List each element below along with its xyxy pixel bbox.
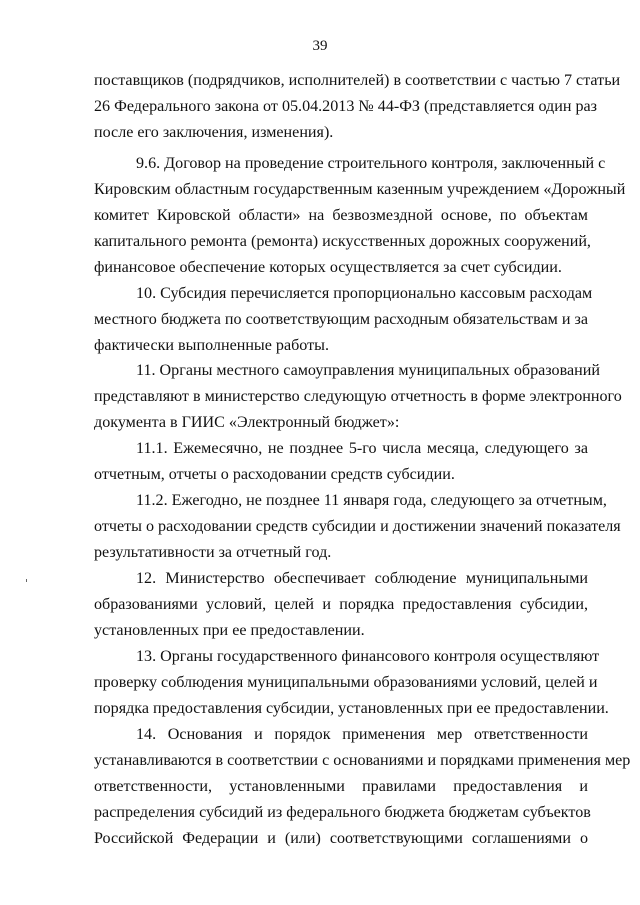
paragraph-p-11	[94, 358, 622, 436]
text-line: ответственности, установленными правилами предоставления и	[94, 778, 588, 795]
text-line: 11. Органы местного самоуправления муниципальных образований	[136, 362, 600, 379]
text-line: финансовое обеспечение которых осуществляется за счет субсидии.	[94, 259, 562, 276]
text-line: Кировским областным государственным казенным учреждением «Дорожный	[94, 181, 626, 198]
page-number: 39	[312, 38, 328, 54]
text-line: фактически выполненные работы.	[94, 337, 329, 354]
text-line: поставщиков (подрядчиков, исполнителей) в соответствии с частью 7 статьи	[94, 72, 621, 89]
text-line: капитального ремонта (ремонта) искусственных дорожных сооружений,	[94, 233, 591, 250]
paragraph-p-10	[94, 281, 593, 359]
text-line: установленных при ее предоставлении.	[94, 622, 365, 639]
paragraph-p-11-2	[94, 488, 621, 566]
paragraph-p-cont	[94, 68, 621, 146]
margin-mark	[26, 579, 27, 582]
paragraph-p-12	[94, 566, 588, 644]
text-line: после его заключения, изменения).	[94, 124, 334, 141]
paragraph-p-9-6	[94, 151, 626, 281]
text-line: местного бюджета по соответствующим расходным обязательствам и за	[94, 311, 588, 328]
text-line: комитет Кировской области» на безвозмездной основе, по объектам	[94, 207, 588, 224]
text-line: 9.6. Договор на проведение строительного контроля, заключенный с	[136, 155, 606, 172]
text-line: результативности за отчетный год.	[94, 544, 332, 561]
paragraph-p-14	[94, 722, 631, 852]
text-line: документа в ГИИС «Электронный бюджет»:	[94, 414, 400, 431]
text-line: отчеты о расходовании средств субсидии и достижении значений показателя	[94, 518, 621, 535]
text-line: отчетным, отчеты о расходовании средств субсидии.	[94, 466, 455, 483]
text-line: 13. Органы государственного финансового контроля осуществляют	[136, 648, 600, 665]
text-line: 12. Министерство обеспечивает соблюдение муниципальными	[136, 570, 588, 587]
text-line: 11.1. Ежемесячно, не позднее 5-го числа месяца, следующего за	[136, 440, 588, 457]
text-line: представляют в министерство следующую отчетность в форме электронного	[94, 388, 622, 405]
text-line: 26 Федерального закона от 05.04.2013 № 44-ФЗ (представляется один раз	[94, 98, 598, 115]
text-line: 10. Субсидия перечисляется пропорционально кассовым расходам	[136, 285, 593, 302]
paragraph-p-13	[94, 644, 609, 722]
paragraph-p-11-1	[94, 436, 588, 488]
text-line: образованиями условий, целей и порядка предоставления субсидии,	[94, 596, 588, 613]
text-line: проверку соблюдения муниципальными образованиями условий, целей и	[94, 674, 598, 691]
text-line: Российской Федерации и (или) соответствующими соглашениями о	[94, 830, 588, 847]
text-line: распределения субсидий из федерального бюджета бюджетам субъектов	[94, 804, 591, 821]
text-line: 14. Основания и порядок применения мер ответственности	[136, 726, 588, 743]
text-line: 11.2. Ежегодно, не позднее 11 января года, следующего за отчетным,	[136, 492, 607, 509]
text-line: устанавливаются в соответствии с основаниями и порядками применения мер	[94, 752, 631, 769]
text-line: порядка предоставления субсидии, установленных при ее предоставлении.	[94, 700, 609, 717]
